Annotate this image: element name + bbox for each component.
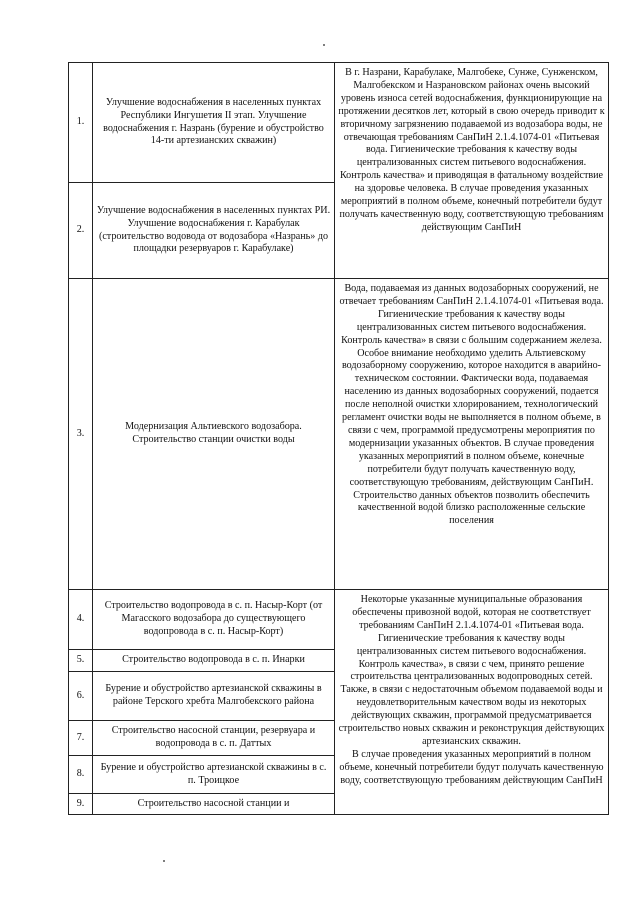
measure-justification xyxy=(335,590,609,815)
row-number: 5. xyxy=(69,650,93,672)
justification-paragraph: Вода, подаваемая из данных водозаборных сооружений, не отвечает требованиям СанПиН 2.1.4.1074-01 «Питьевая вода. Гигиенические требования к качеству воды централизованных систем питьевого водоснабжения. Контроль качества» в связи с большим содержанием железа. Особое внимание необходимо уделить Альтиевскому водозаборному сооружению, которое находится в аварийно-техническом состоянии. Фактически вода, подаваемая населению из данных водозаборных сооружений, подается после неполной очистки хлорированием, технологический регламент очистки воды не выполняется в полном объеме, в связи с чем, программой предусмотрены мероприятия по модернизации указанных объектов. В случае проведения указанных мероприятий в полном объеме, конечные потребители будут получать качественную воду, соответствующую требованиям, действующим СанПиН. xyxy=(339,283,604,488)
row-number: 7. xyxy=(69,721,93,756)
table-row xyxy=(69,590,609,650)
measure-name: Строительство насосной станции и xyxy=(93,794,335,815)
measure-name: Строительство водопровода в с. п. Инарки xyxy=(93,650,335,672)
measures-table xyxy=(68,62,609,815)
row-number: 1. xyxy=(69,63,93,183)
measure-name: Модернизация Альтиевского водозабора. Строительство станции очистки воды xyxy=(93,279,335,590)
justification-paragraph: В случае проведения указанных мероприятий в полном объеме, конечный потребители будут получать качественную воду, соответствующую требованиям действующим СанПиН xyxy=(339,748,604,786)
measure-justification xyxy=(335,279,609,590)
row-number: 8. xyxy=(69,756,93,794)
row-number: 3. xyxy=(69,279,93,590)
row-number: 9. xyxy=(69,794,93,815)
scan-speck xyxy=(323,44,325,46)
measure-name: Строительство водопровода в с. п. Насыр-Корт (от Магасского водозабора до существующего водопровода в с. п. Насыр-Корт) xyxy=(93,590,335,650)
justification-paragraph: Некоторые указанные муниципальные образования обеспечены привозной водой, которая не соответствует требованиям СанПиН 2.1.4.1074-01 «Питьевая вода. Гигиенические требования к качеству воды централизованных систем питьевого водоснабжения. Контроль качества», в связи с чем, принято решение строительства централизованных водопроводных сетей. xyxy=(350,594,593,683)
justification-paragraph: Строительство данных объектов позволить обеспечить качественной водой близко расположенные сельские поселения xyxy=(353,489,590,527)
row-number: 4. xyxy=(69,590,93,650)
measure-name: Улучшение водоснабжения в населенных пунктах Республики Ингушетия II этап. Улучшение водоснабжения г. Назрань (бурение и обустройство 14-ти артезианских скважин) xyxy=(93,63,335,183)
row-number: 6. xyxy=(69,672,93,721)
row-number: 2. xyxy=(69,183,93,279)
measure-name: Бурение и обустройство артезианской скважины в с. п. Троицкое xyxy=(93,756,335,794)
measure-name: Строительство насосной станции, резервуара и водопровода в с. п. Даттых xyxy=(93,721,335,756)
measure-name: Бурение и обустройство артезианской скважины в районе Терского хребта Малгобекского района xyxy=(93,672,335,721)
scan-speck xyxy=(163,860,165,862)
table-row xyxy=(69,279,609,590)
table-row xyxy=(69,63,609,183)
justification-paragraph: В г. Назрани, Карабулаке, Малгобеке, Сунже, Сунженском, Малгобекском и Назрановском районах очень высокий уровень износа сетей водоснабжения, функционирующие на протяжении десятков лет, который в свою очередь приводит к вторичному загрязнению подаваемой из водозабора воды, не отвечающая требованиям СанПиН 2.1.4.1074-01 «Питьевая вода. Гигиенические требования к качеству воды централизованных систем питьевого водоснабжения. Контроль качества» и приводящая в фатальному воздействие на здоровье человека. В случае проведения указанных мероприятий в полном объеме, конечный потребители будут получать качественную воду, соответствующую требованиям действующим СанПиН xyxy=(338,67,605,233)
justification-paragraph: Также, в связи с недостаточным объемом подаваемой воды и неудовлетворительным качеством воды из некоторых действующих скважин, программой предусматривается строительство новых скважин и реконструкция действующих артезианских скважин. xyxy=(338,684,605,747)
measure-justification xyxy=(335,63,609,279)
measure-name: Улучшение водоснабжения в населенных пунктах РИ. Улучшение водоснабжения г. Карабулак (строительство водовода от водозабора «Назрань» до площадки резервуаров г. Карабулаке) xyxy=(93,183,335,279)
